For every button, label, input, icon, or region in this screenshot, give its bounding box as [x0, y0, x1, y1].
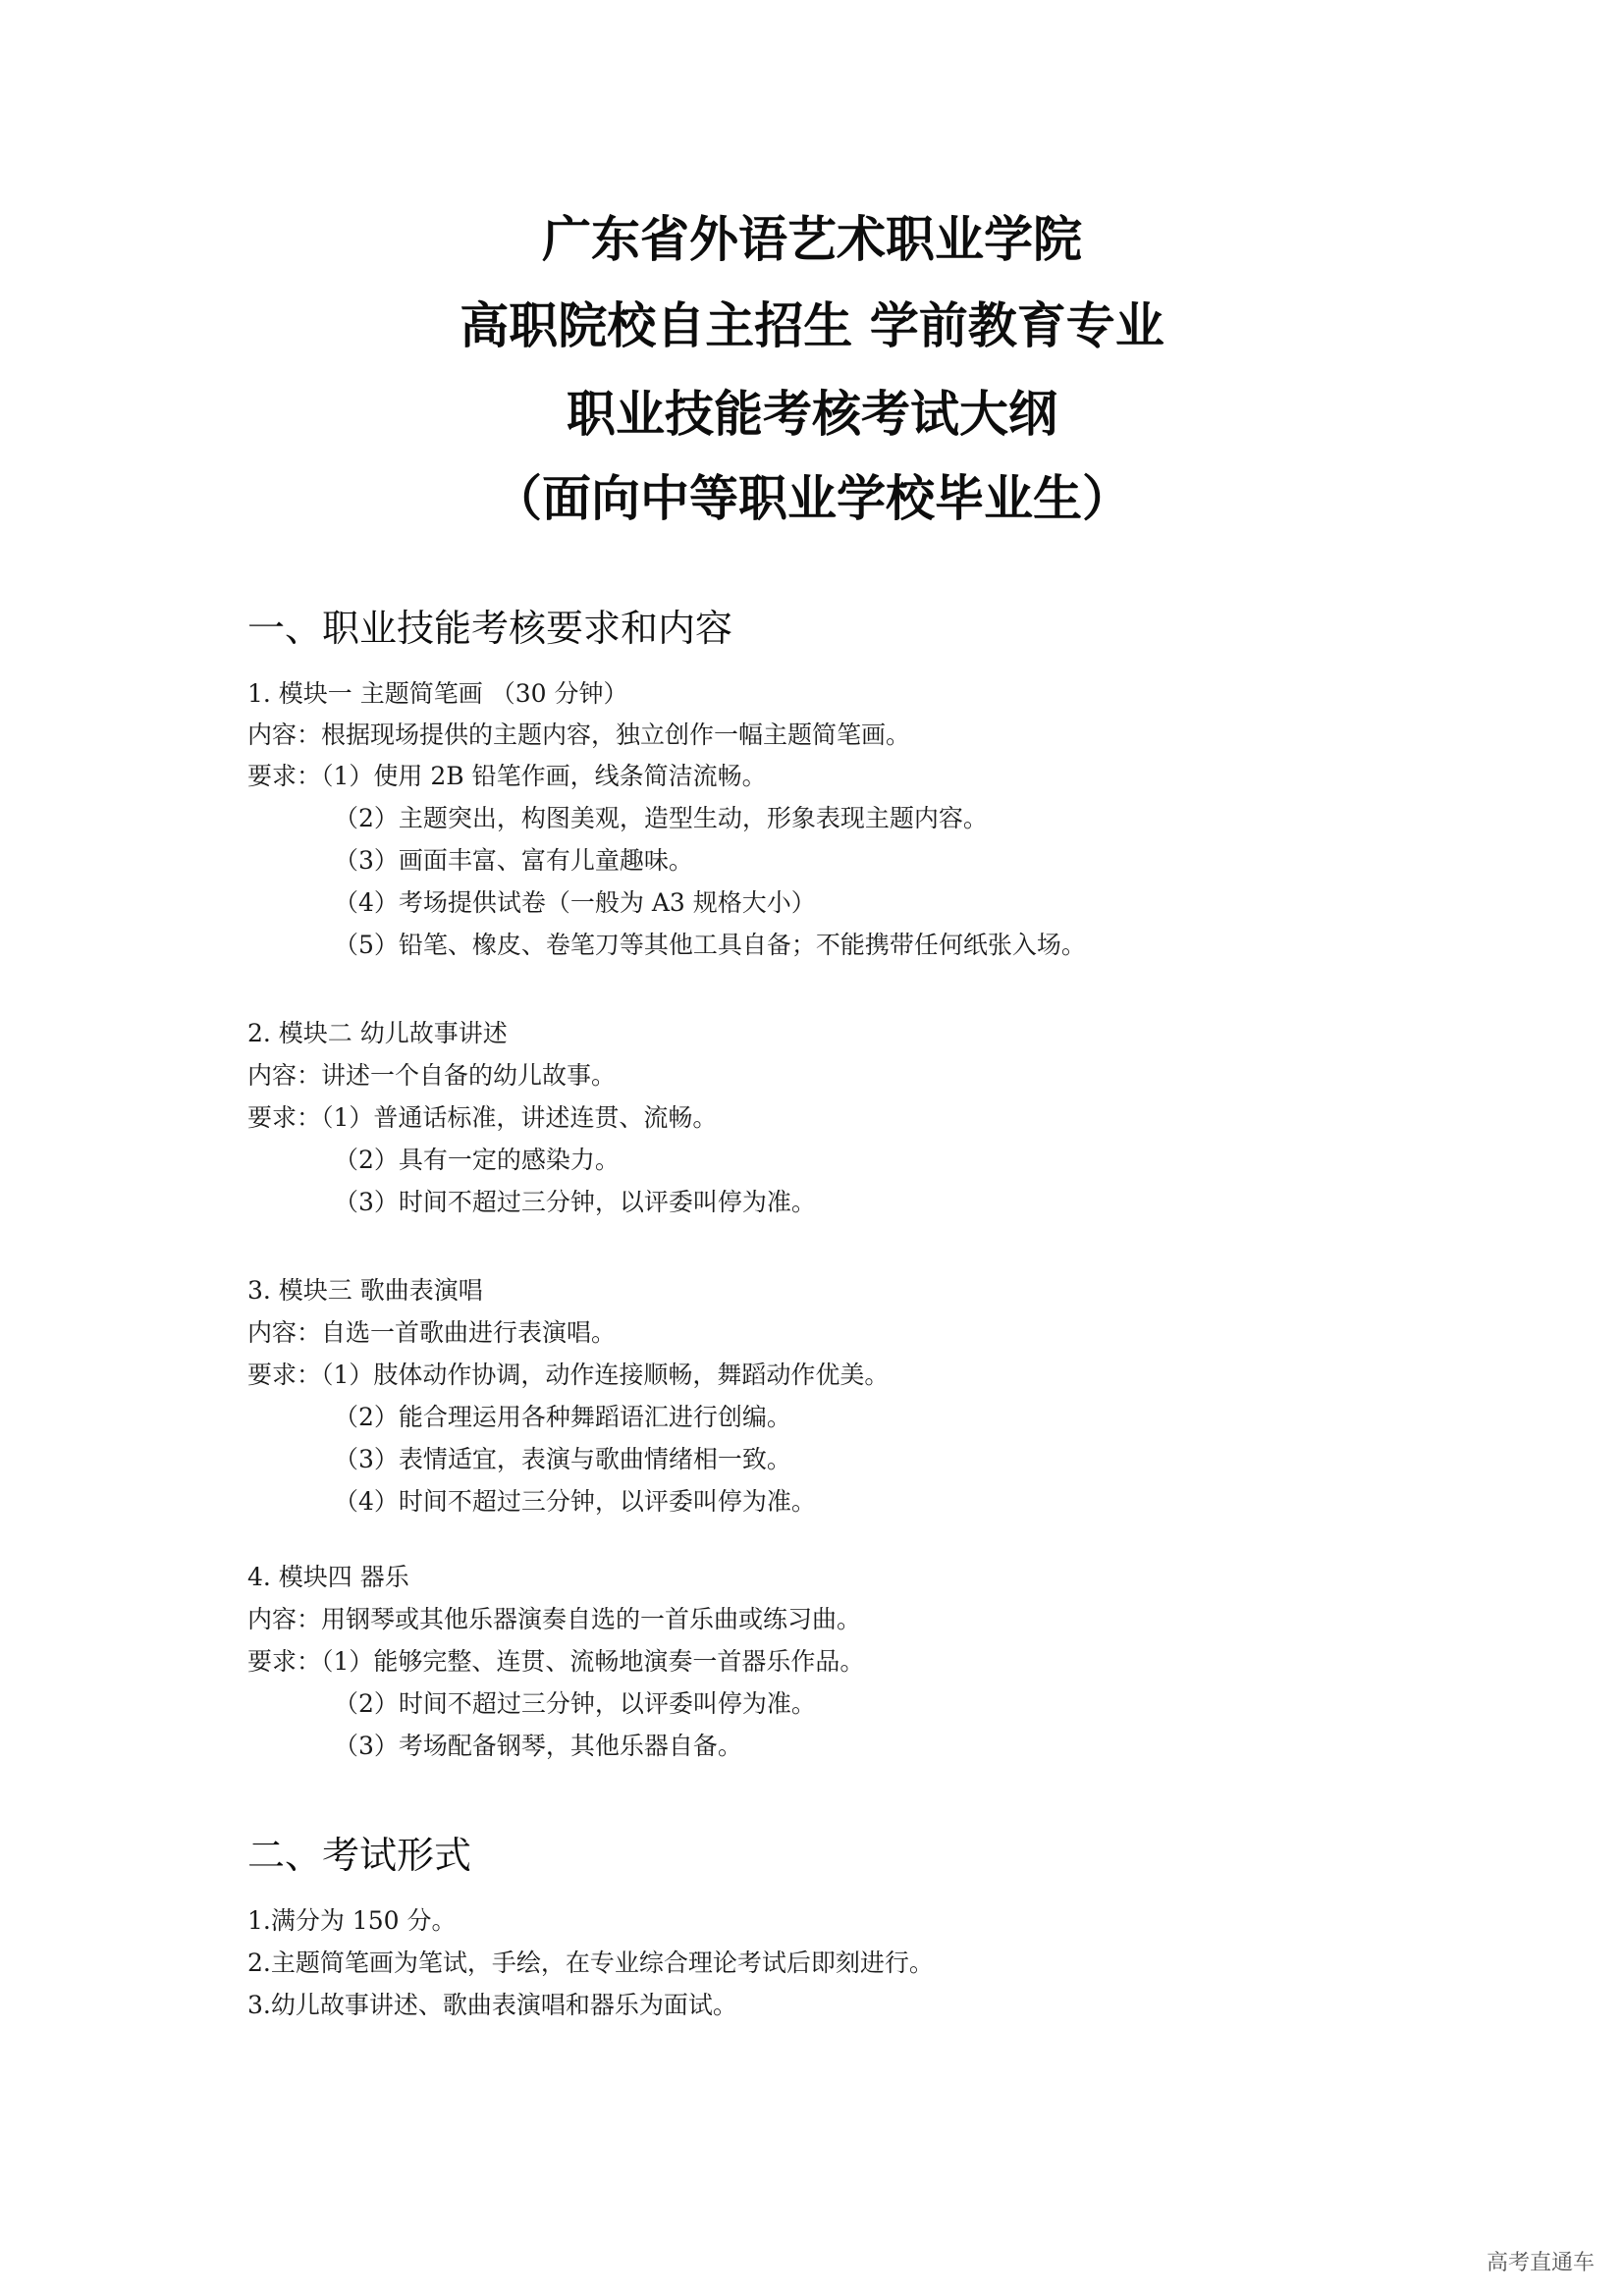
module-1-requirement-1: 要求：（1）使用 2B 铅笔作画，线条简洁流畅。	[247, 762, 767, 790]
title-line-1: 广东省外语艺术职业学院	[542, 211, 1082, 268]
exam-format-item-3: 3.幼儿故事讲述、歌曲表演唱和器乐为面试。	[247, 1991, 737, 2019]
module-1-title: 1. 模块一 主题简笔画 （30 分钟）	[247, 679, 628, 708]
module-1-requirement-5: （5）铅笔、橡皮、卷笔刀等其他工具自备；不能携带任何纸张入场。	[334, 931, 1086, 959]
title-line-4: （面向中等职业学校毕业生）	[493, 470, 1131, 527]
module-4-requirement-3: （3）考场配备钢琴，其他乐器自备。	[334, 1732, 742, 1760]
module-3-requirement-1: 要求：（1）肢体动作协调，动作连接顺畅，舞蹈动作优美。	[247, 1361, 890, 1389]
title-line-3: 职业技能考核考试大纲	[567, 386, 1057, 443]
module-1-content: 内容：根据现场提供的主题内容，独立创作一幅主题简笔画。	[247, 721, 911, 749]
module-1-requirement-4: （4）考场提供试卷（一般为 A3 规格大小）	[334, 888, 816, 917]
module-4-title: 4. 模块四 器乐	[247, 1563, 409, 1591]
module-3-requirement-4: （4）时间不超过三分钟，以评委叫停为准。	[334, 1487, 816, 1516]
section-2-heading: 二、考试形式	[247, 1834, 472, 1877]
module-3-requirement-3: （3）表情适宜，表演与歌曲情绪相一致。	[334, 1445, 791, 1473]
module-4-requirement-1: 要求：（1）能够完整、连贯、流畅地演奏一首器乐作品。	[247, 1647, 865, 1676]
module-2-requirement-1: 要求：（1）普通话标准，讲述连贯、流畅。	[247, 1103, 718, 1132]
module-4-requirement-2: （2）时间不超过三分钟，以评委叫停为准。	[334, 1689, 816, 1718]
module-1-requirement-3: （3）画面丰富、富有儿童趣味。	[334, 846, 693, 875]
module-2-content: 内容：讲述一个自备的幼儿故事。	[247, 1061, 617, 1090]
module-2-title: 2. 模块二 幼儿故事讲述	[247, 1019, 508, 1047]
module-1-requirement-2: （2）主题突出，构图美观，造型生动，形象表现主题内容。	[334, 804, 988, 832]
module-2-requirement-2: （2）具有一定的感染力。	[334, 1146, 620, 1174]
title-line-2: 高职院校自主招生 学前教育专业	[460, 297, 1164, 354]
exam-format-item-2: 2.主题简笔画为笔试，手绘，在专业综合理论考试后即刻进行。	[247, 1949, 934, 1977]
exam-format-item-1: 1.满分为 150 分。	[247, 1906, 457, 1935]
module-2-requirement-3: （3）时间不超过三分钟，以评委叫停为准。	[334, 1188, 816, 1216]
module-3-requirement-2: （2）能合理运用各种舞蹈语汇进行创编。	[334, 1403, 791, 1431]
section-1-heading: 一、职业技能考核要求和内容	[247, 607, 733, 650]
watermark-text: 高考直通车	[1486, 2251, 1595, 2275]
module-4-content: 内容：用钢琴或其他乐器演奏自选的一首乐曲或练习曲。	[247, 1605, 862, 1633]
module-3-content: 内容：自选一首歌曲进行表演唱。	[247, 1318, 617, 1347]
module-3-title: 3. 模块三 歌曲表演唱	[247, 1276, 483, 1305]
